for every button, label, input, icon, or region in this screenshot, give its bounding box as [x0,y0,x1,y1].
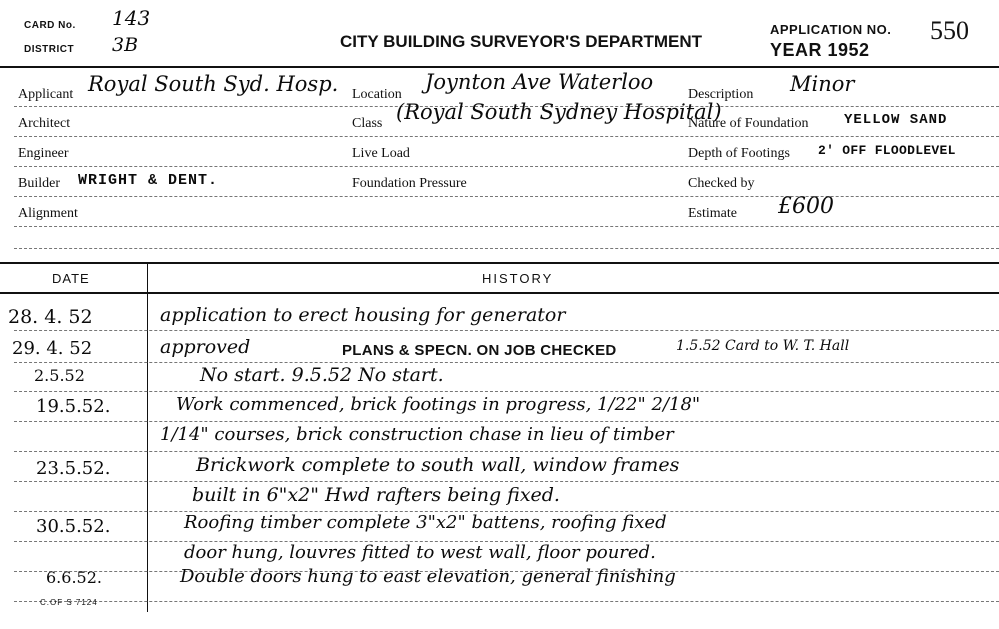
history-line [14,601,999,602]
engineer-label: Engineer [18,146,69,161]
district-label: DISTRICT [24,44,75,55]
location-label: Location [352,87,402,102]
history-entry-text: door hung, louvres fitted to west wall, floor poured. [184,542,656,563]
depth-of-footings-value: 2' OFF FLOODLEVEL [818,143,956,158]
history-column-header: HISTORY [482,271,554,286]
foundation-pressure-label: Foundation Pressure [352,176,467,191]
row-rule [14,136,999,137]
history-entry-date: 29. 4. 52 [12,338,93,359]
builder-label: Builder [18,176,60,191]
row-rule [14,226,999,227]
history-line [14,421,999,422]
history-entry-text: Work commenced, brick footings in progress, 1/22" 2/18" [176,394,701,415]
history-entry-text: No start. 9.5.52 No start. [200,364,444,386]
history-entry-text: 1.5.52 Card to W. T. Hall [676,338,850,354]
history-entry-text: Double doors hung to east elevation, general finishing [180,566,676,587]
card-no-label: CARD No. [24,20,76,31]
form-code: C.OF S 7124 [40,598,98,607]
history-line [14,451,999,452]
header-rule [0,66,999,68]
applicant-label: Applicant [18,87,74,102]
card-no-value: 143 [112,6,151,30]
history-header-rule [0,292,999,294]
depth-of-footings-label: Depth of Footings [688,146,790,161]
checked-stamp: PLANS & SPECN. ON JOB CHECKED [342,342,617,359]
history-entry-text: built in 6"x2" Hwd rafters being fixed. [192,484,560,506]
history-line [14,391,999,392]
history-entry-date: 19.5.52. [36,396,111,417]
date-column-header: DATE [52,271,90,286]
row-rule [14,166,999,167]
checked-by-label: Checked by [688,176,755,191]
row-rule [14,248,999,249]
location-value: Joynton Ave Waterloo [425,70,654,94]
history-entry-date: 28. 4. 52 [8,306,93,328]
history-line [14,481,999,482]
year-label: YEAR 1952 [770,40,870,60]
date-column-divider [147,262,148,612]
estimate-value: £600 [778,194,834,219]
architect-label: Architect [18,116,71,131]
live-load-label: Live Load [352,146,410,161]
builder-value: WRIGHT & DENT. [78,172,219,189]
alignment-label: Alignment [18,206,78,221]
class-label: Class [352,116,383,131]
history-line [14,362,999,363]
application-no-label: APPLICATION NO. [770,22,892,37]
history-entry-date: 30.5.52. [36,516,111,537]
history-entry-date: 6.6.52. [46,568,102,587]
application-no-value: 550 [930,16,969,45]
department-title: CITY BUILDING SURVEYOR'S DEPARTMENT [340,32,703,51]
history-entry-date: 2.5.52 [34,366,85,385]
district-value: 3B [112,34,139,56]
applicant-value: Royal South Syd. Hosp. [88,72,339,96]
history-entry-text: Roofing timber complete 3"x2" battens, roofing fixed [184,512,667,533]
history-top-rule [0,262,999,264]
class-value: (Royal South Sydney Hospital) [396,100,722,124]
description-value: Minor [790,72,855,96]
history-entry-date: 23.5.52. [36,458,111,479]
history-entry-text: 1/14" courses, brick construction chase in lieu of timber [160,424,674,445]
nature-of-foundation-value: YELLOW SAND [844,112,948,128]
row-rule [14,196,999,197]
description-label: Description [688,87,754,102]
nature-of-foundation-label: Nature of Foundation [688,116,809,131]
history-entry-text: application to erect housing for generator [160,304,566,326]
estimate-label: Estimate [688,206,737,221]
history-line [14,330,999,331]
history-entry-text: Brickwork complete to south wall, window frames [196,454,680,476]
history-entry-text: approved [160,336,251,358]
